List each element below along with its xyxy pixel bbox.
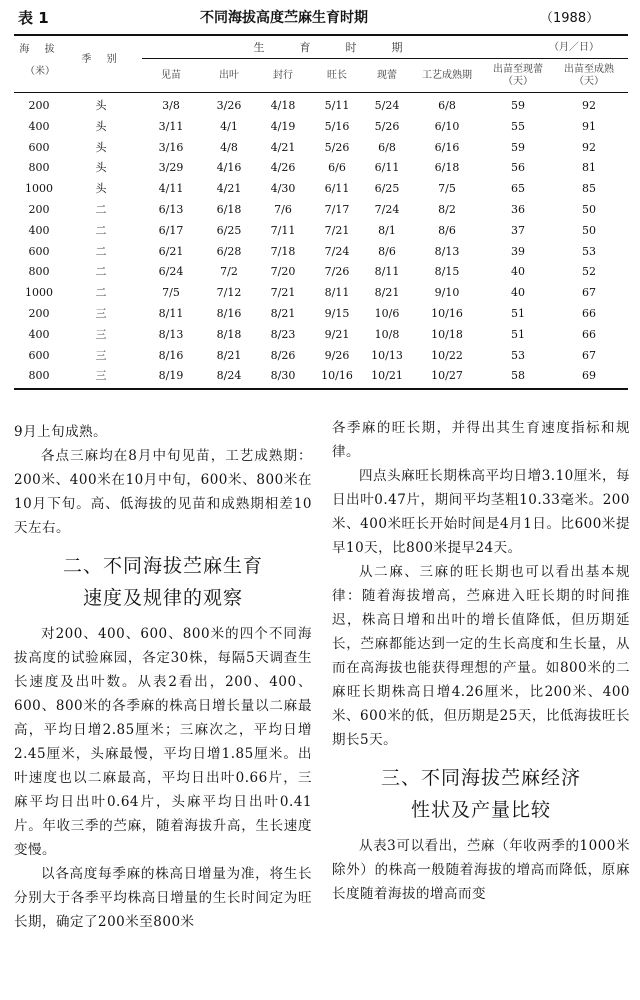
date-cell: 7/24	[324, 244, 350, 258]
date-cell: 53	[582, 244, 596, 258]
date-cell: 10/21	[371, 369, 403, 383]
altitude-cell: 800	[28, 265, 50, 279]
season-cell: 二	[95, 223, 107, 237]
date-cell: 6/25	[216, 223, 242, 237]
date-cell: 56	[511, 161, 525, 175]
date-cell: 66	[582, 307, 596, 320]
date-cell: 36	[511, 203, 525, 216]
date-cell: 59	[511, 140, 525, 154]
column-header: （天）	[574, 76, 604, 87]
paragraph: 以各高度每季麻的株高日增量为准，将生长分别大于各季平均株高日增量的生长时间定为旺长期，确定了200米至800米	[14, 866, 312, 930]
date-cell: 10/22	[431, 348, 463, 362]
altitude-cell: 400	[28, 223, 50, 237]
date-cell: 8/11	[324, 286, 350, 300]
column-header: 出叶	[219, 70, 239, 81]
column-header: 出苗至现蕾	[493, 64, 543, 75]
date-cell: 8/2	[438, 203, 456, 216]
season-cell: 头	[95, 140, 107, 154]
date-cell: 8/18	[216, 327, 242, 341]
date-cell: 7/20	[270, 265, 296, 279]
date-cell: 4/8	[220, 140, 238, 154]
table-title: 不同海拔高度苎麻生育时期	[200, 10, 368, 26]
date-cell: 66	[582, 327, 596, 341]
section-heading-3	[332, 762, 630, 826]
date-cell: 3/8	[162, 99, 180, 112]
season-cell: 头	[95, 161, 107, 175]
date-cell: 4/19	[270, 119, 296, 133]
season-cell: 三	[95, 369, 107, 383]
header-season: 季 别	[81, 54, 123, 65]
altitude-cell: 200	[28, 203, 50, 216]
heading-line: 二、不同海拔苎麻生育	[62, 555, 263, 577]
date-cell: 85	[582, 182, 596, 196]
season-cell: 二	[95, 286, 107, 300]
date-cell: 4/21	[270, 140, 296, 154]
season-cell: 三	[95, 348, 107, 362]
date-cell: 7/6	[274, 203, 292, 216]
date-cell: 5/26	[374, 119, 400, 133]
date-cell: 92	[582, 99, 596, 112]
date-cell: 8/30	[270, 369, 296, 383]
date-cell: 58	[511, 369, 525, 383]
date-cell: 7/21	[324, 223, 350, 237]
heading-line: 性状及产量比较	[410, 799, 551, 821]
date-cell: 65	[511, 182, 525, 196]
date-cell: 50	[582, 223, 596, 237]
date-cell: 7/12	[216, 286, 242, 300]
date-cell: 7/18	[270, 244, 296, 258]
date-cell: 7/5	[438, 182, 456, 196]
date-cell: 91	[582, 119, 596, 133]
date-cell: 52	[582, 265, 596, 279]
date-cell: 6/25	[374, 182, 400, 196]
date-cell: 10/18	[431, 327, 463, 341]
date-cell: 6/8	[378, 140, 396, 154]
table-top-rule	[14, 34, 628, 36]
date-cell: 9/21	[324, 327, 350, 341]
date-cell: 7/21	[270, 286, 296, 300]
date-cell: 8/21	[216, 348, 242, 362]
date-cell: 7/24	[374, 203, 400, 216]
date-cell: 9/26	[324, 348, 350, 362]
paragraph: 四点头麻旺长期株高平均日增3.10厘米，每日出叶0.47片，期间平均茎粗10.33毫米。200米、400米旺长开始时间是4月1日。比600米提早10天，比800米提早24天。	[332, 468, 630, 556]
date-cell: 8/13	[158, 327, 184, 341]
date-cell: 50	[582, 203, 596, 216]
left-column	[14, 420, 312, 934]
date-cell: 10/6	[374, 307, 400, 320]
paragraph: 各季麻的旺长期，并得出其生育速度指标和规律。	[332, 420, 630, 460]
date-cell: 4/11	[158, 182, 184, 196]
date-cell: 10/13	[371, 348, 403, 362]
paragraph: 9月上旬成熟。	[14, 424, 108, 440]
season-cell: 二	[95, 244, 107, 258]
date-cell: 8/26	[270, 348, 296, 362]
altitude-cell: 1000	[25, 182, 53, 196]
date-cell: 55	[511, 119, 525, 133]
date-cell: 3/16	[158, 140, 184, 154]
date-cell: 8/21	[374, 286, 400, 300]
column-header: 见苗	[161, 70, 181, 81]
season-cell: 头	[95, 182, 107, 196]
date-cell: 3/26	[216, 99, 242, 112]
date-cell: 7/11	[270, 223, 296, 237]
date-cell: 4/21	[216, 182, 242, 196]
date-cell: 8/11	[158, 307, 184, 320]
heading-line: 速度及规律的观察	[82, 587, 243, 609]
date-cell: 8/6	[378, 244, 396, 258]
season-cell: 头	[95, 119, 107, 133]
date-cell: 10/27	[431, 369, 463, 383]
date-cell: 6/10	[434, 119, 460, 133]
date-cell: 6/13	[158, 203, 184, 216]
date-cell: 67	[582, 348, 596, 362]
date-cell: 6/17	[158, 223, 184, 237]
header-growth-period: 生 育 时 期	[253, 41, 415, 54]
date-cell: 8/23	[270, 327, 296, 341]
date-cell: 6/11	[324, 182, 350, 196]
altitude-cell: 1000	[25, 286, 53, 300]
altitude-cell: 400	[28, 119, 50, 133]
paragraph: 从表3可以看出，苎麻（年收两季的1000米除外）的株高一般随着海拔的增高而降低，原麻长度随着海拔的增高而变	[332, 838, 630, 902]
section-heading-2	[14, 550, 312, 614]
date-cell: 6/24	[158, 265, 184, 279]
date-cell: 53	[511, 348, 525, 362]
date-cell: 8/16	[216, 307, 242, 320]
date-cell: 4/16	[216, 161, 242, 175]
date-cell: 4/1	[220, 119, 238, 133]
column-header: 现蕾	[377, 70, 397, 81]
table-bottom-rule	[14, 388, 628, 390]
date-cell: 5/26	[324, 140, 350, 154]
paragraph: 各点三麻均在8月中旬见苗，工艺成熟期：200米、400米在10月中旬，600米、800米在10月下旬。高、低海拔的见苗和成熟期相差10天左右。	[14, 448, 312, 536]
table-year: （1988）	[540, 11, 600, 26]
date-cell: 6/11	[374, 161, 400, 175]
table-number: 表 1	[18, 9, 49, 27]
date-cell: 8/6	[438, 223, 456, 237]
date-cell: 40	[511, 265, 525, 279]
altitude-cell: 800	[28, 369, 50, 383]
altitude-cell: 200	[28, 99, 50, 112]
header-sub-rule	[142, 58, 628, 59]
column-header: 出苗至成熟	[564, 64, 614, 75]
date-cell: 4/18	[270, 99, 296, 112]
paragraph: 从二麻、三麻的旺长期也可以看出基本规律：随着海拔增高，苎麻进入旺长期的时间推迟，株高日增和出叶的增长值降低，但历期延长，苎麻都能达到一定的生长高度和生长量，从而在高海拔也能获得理想的产量。如800米的二麻旺长期株高日增4.26厘米，比200米、400米、600米的低，但历期是25天，比低海拔旺长期长5天。	[332, 564, 630, 748]
table-caption	[0, 0, 640, 30]
date-cell: 8/24	[216, 369, 242, 383]
altitude-cell: 600	[28, 244, 50, 258]
column-header: 旺长	[327, 70, 347, 81]
altitude-cell: 400	[28, 327, 50, 341]
date-cell: 4/30	[270, 182, 296, 196]
date-cell: 37	[511, 223, 525, 237]
date-cell: 39	[511, 244, 525, 258]
altitude-cell: 800	[28, 161, 50, 175]
header-altitude: 海 拔	[19, 44, 61, 55]
date-cell: 9/15	[324, 307, 350, 320]
date-cell: 59	[511, 99, 525, 112]
date-cell: 7/5	[162, 286, 180, 300]
date-cell: 3/29	[158, 161, 184, 175]
altitude-cell: 600	[28, 348, 50, 362]
date-cell: 5/24	[374, 99, 400, 112]
date-cell: 67	[582, 286, 596, 300]
season-cell: 头	[95, 99, 107, 112]
date-cell: 6/6	[328, 161, 346, 175]
date-cell: 8/21	[270, 307, 296, 320]
date-cell: 9/10	[434, 286, 460, 300]
heading-line: 三、不同海拔苎麻经济	[380, 767, 581, 789]
date-cell: 7/26	[324, 265, 350, 279]
header-date-unit: （月／日）	[549, 42, 599, 53]
date-cell: 5/11	[324, 99, 350, 112]
altitude-cell: 200	[28, 307, 50, 320]
date-cell: 6/8	[438, 99, 456, 112]
column-header: 封行	[273, 70, 293, 81]
date-cell: 8/11	[374, 265, 400, 279]
date-cell: 6/21	[158, 244, 184, 258]
paragraph: 对200、400、600、800米的四个不同海拔高度的试验麻园，各定30株，每隔5天调查生长速度及出叶数。从表2看出，200、400、600、800米的各季麻的株高日增长量以二麻最高，平均日增2.85厘米；三麻次之，平均日增2.45厘米，头麻最慢，平均日增1.85厘米。出叶速度也以二麻最高，平均日出叶0.66片，三麻平均日出叶0.64片，头麻平均日出叶0.41片。年收三季的苎麻，随着海拔升高，生长速度变慢。	[14, 626, 312, 858]
date-cell: 8/16	[158, 348, 184, 362]
date-cell: 51	[511, 307, 525, 320]
date-cell: 92	[582, 140, 596, 154]
column-header: （天）	[503, 76, 533, 87]
season-cell: 二	[95, 203, 107, 216]
date-cell: 7/2	[220, 265, 238, 279]
date-cell: 10/16	[321, 369, 353, 383]
date-cell: 81	[582, 161, 596, 175]
date-cell: 4/26	[270, 161, 296, 175]
date-cell: 3/11	[158, 119, 184, 133]
date-cell: 10/16	[431, 307, 463, 320]
date-cell: 6/18	[216, 203, 242, 216]
date-cell: 8/13	[434, 244, 460, 258]
date-cell: 8/15	[434, 265, 460, 279]
date-cell: 40	[511, 286, 525, 300]
season-cell: 三	[95, 307, 107, 320]
season-cell: 三	[95, 327, 107, 341]
date-cell: 6/16	[434, 140, 460, 154]
date-cell: 6/18	[434, 161, 460, 175]
header-altitude-unit: （米）	[25, 66, 55, 77]
date-cell: 7/17	[324, 203, 350, 216]
column-header: 工艺成熟期	[422, 70, 472, 81]
date-cell: 10/8	[374, 327, 400, 341]
data-table	[14, 34, 628, 390]
date-cell: 8/1	[378, 223, 396, 237]
right-column	[332, 416, 630, 906]
date-cell: 69	[582, 369, 596, 383]
date-cell: 8/19	[158, 369, 184, 383]
season-cell: 二	[95, 265, 107, 279]
header-bottom-rule	[14, 92, 628, 93]
altitude-cell: 600	[28, 140, 50, 154]
date-cell: 6/28	[216, 244, 242, 258]
date-cell: 5/16	[324, 119, 350, 133]
date-cell: 51	[511, 327, 525, 341]
